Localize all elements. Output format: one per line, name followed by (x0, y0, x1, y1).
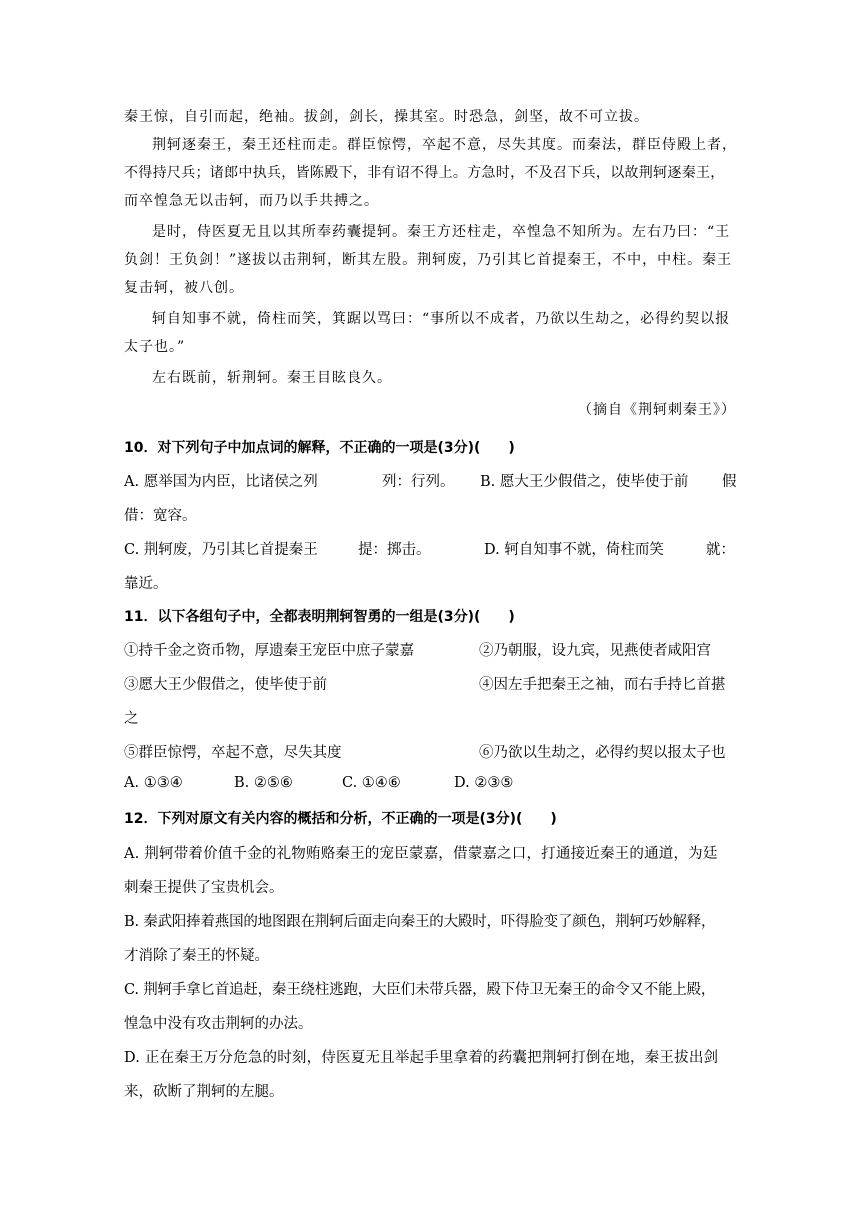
q12-option-c-line2: 惶急中没有攻击荆轲的办法。 (124, 1016, 313, 1032)
passage-line: 复击轲，被八创。 (124, 280, 244, 296)
q11-item-4-cont: 之 (124, 711, 139, 727)
q11-choice-a: A. ①③④ (124, 775, 183, 791)
passage-line: 是时，侍医夏无且以其所奉药囊提轲。秦王方还柱走，卒惶急不知所为。左右乃曰：“王 (152, 224, 731, 240)
q12-option-a-line2: 刺秦王提供了宝贵机会。 (124, 880, 284, 896)
q11-choice-b: B. ②⑤⑥ (234, 775, 293, 791)
passage-line: 而卒惶急无以击轲，而乃以手共搏之。 (124, 193, 379, 209)
q11-choice-c: C. ①④⑥ (342, 775, 401, 791)
q10-option-b: B. 愿大王少假借之，使毕使于前 (480, 474, 689, 490)
passage-line: 太子也。” (124, 339, 186, 355)
q12-option-c-line1: C. 荆轲手拿匕首追赶，秦王绕柱逃跑，大臣们未带兵器，殿下侍卫无秦王的命令又不能上殿， (124, 982, 716, 998)
question-11-title: 11．以下各组句子中，全都表明荆轲智勇的一组是(3分)( ) (124, 609, 515, 625)
q11-choice-d: D. ②③⑤ (454, 775, 514, 791)
q12-option-d-line2: 来，砍断了荆轲的左腿。 (124, 1084, 284, 1100)
q11-item-4: ④因左手把秦王之袖，而右手持匕首揕 (479, 677, 726, 693)
q12-option-a-line1: A. 荆轲带着价值千金的礼物贿赂秦王的宠臣蒙嘉，借蒙嘉之口，打通接近秦王的通道，为廷 (124, 846, 718, 862)
q12-option-b-line2: 才消除了秦王的怀疑。 (124, 948, 269, 964)
q10-option-a-gloss: 列：行列。 (382, 474, 455, 490)
passage-line: 秦王惊，自引而起，绝袖。拔剑，剑长，操其室。时恐急，剑坚，故不可立拔。 (124, 109, 649, 125)
passage-line: 不得持尺兵；诸郎中执兵，皆陈殿下，非有诏不得上。方急时，不及召下兵，以故荆轲逐秦王， (124, 165, 725, 181)
question-12-title: 12．下列对原文有关内容的概括和分析，不正确的一项是(3分)( ) (124, 811, 557, 827)
q11-item-3: ③愿大王少假借之，使毕使于前 (124, 677, 327, 693)
question-10-title: 10．对下列句子中加点词的解释，不正确的一项是(3分)( ) (124, 440, 515, 456)
q11-item-1: ①持千金之资币物，厚遗秦王宠臣中庶子蒙嘉 (124, 643, 414, 659)
passage-line: 负剑！王负剑！”遂拔以击荆轲，断其左股。荆轲废，乃引其匕首提秦王，不中，中柱。秦王 (124, 252, 733, 268)
q11-item-2: ②乃朝服，设九宾，见燕使者咸阳宫 (479, 643, 711, 659)
q12-option-d-line1: D. 正在秦王万分危急的时刻，侍医夏无且举起手里拿着的药囊把荆轲打倒在地，秦王拔出剑 (124, 1050, 719, 1066)
q10-option-b-gloss: 假 (722, 474, 737, 490)
q12-option-b-line1: B. 秦武阳捧着燕国的地图跟在荆轲后面走向秦王的大殿时，吓得脸变了颜色，荆轲巧妙解释， (124, 914, 716, 930)
passage-line: 荆轲逐秦王，秦王还柱而走。群臣惊愕，卒起不意，尽失其度。而秦法，群臣侍殿上者， (152, 137, 737, 153)
passage-line: 轲自知事不就，倚柱而笑，箕踞以骂曰：“事所以不成者，乃欲以生劫之，必得约契以报 (152, 311, 731, 327)
q10-option-b-cont: 借：宽容。 (124, 508, 197, 524)
q11-item-5: ⑤群臣惊愕，卒起不意，尽失其度 (124, 745, 342, 761)
q10-option-c-gloss: 提：掷击。 (358, 542, 431, 558)
passage-line: 左右既前，斩荆轲。秦王目眩良久。 (152, 370, 392, 386)
q10-option-d: D. 轲自知事不就，倚柱而笑 (484, 542, 664, 558)
q10-option-a: A. 愿举国为内臣，比诸侯之列 (124, 474, 318, 490)
q10-option-d-cont: 靠近。 (124, 576, 168, 592)
q10-option-c: C. 荆轲废，乃引其匕首提秦王 (124, 542, 318, 558)
q10-option-d-gloss: 就： (706, 542, 735, 558)
q11-item-6: ⑥乃欲以生劫之，必得约契以报太子也 (479, 745, 726, 761)
passage-source: （摘自《荆轲刺秦王》） (578, 402, 736, 418)
